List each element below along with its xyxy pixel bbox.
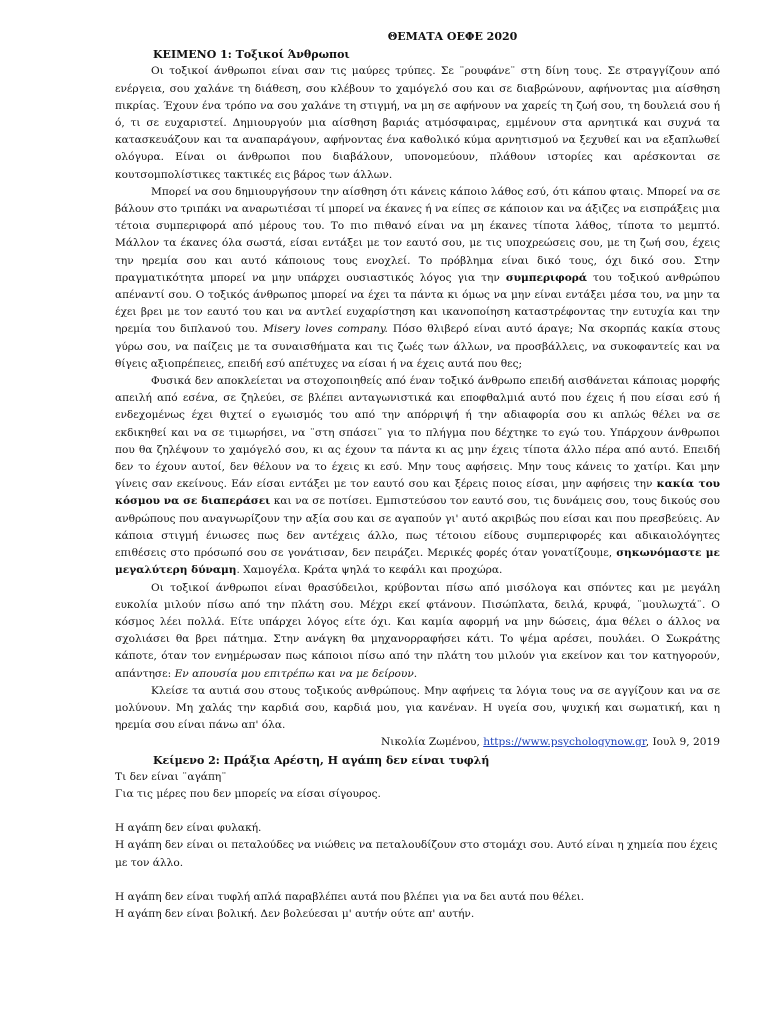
poem-line-1: Τι δεν είναι ¨αγάπη¨ — [115, 770, 227, 783]
paragraph-5: Κλείσε τα αυτιά σου στους τοξικούς ανθρώπους. Μην αφήνεις τα λόγια τους να σε αγγίζουν και να σε μολύνουν. Μη χαλάς την καρδιά σου, καρδιά μου, για κανέναν. Η υγεία σου, ψυχική και σωματική, και η ηρεμία σου είναι πάνω απ' όλα. — [115, 684, 720, 732]
paragraph-2-italic: Misery loves company. — [262, 323, 388, 336]
signature-date: , Ιουλ 9, 2019 — [645, 736, 720, 749]
paragraph-1: Οι τοξικοί άνθρωποι είναι σαν τις μαύρες τρύπες. Σε ¨ρουφάνε¨ στη δίνη τους. Σε στραγγίζουν από ενέργεια, σου χαλάνε τη διάθεση, σου κλέβουν το χαμόγελό σου και σε διαβρώνουν, αφήνοντας μια αίσθηση πικρίας. Έχουν ένα τρόπο να σου χαλάνε τη στιγμή, να μη σε αφήνουν να χαρείς τη ζωή σου, τη δουλειά σου ή ό, τι σε ευχαριστεί. Δημιουργούν μια αίσθηση βαριάς ατμόσφαιρας, εμμένουν στα αρνητικά και συχνά τα κατασκευάζουν και τα αναπαράγουν, αφήνοντας ένα καθολικό κύμα αρνητισμού να ξεχυθεί και να εξαπλωθεί ολόγυρα. Είναι οι άνθρωποι που διαβάλουν, υπονομεύουν, πλάθουν ιστορίες και αρέσκονται σε κουτσομπολίστικες τακτικές εις βάρος των άλλων. — [115, 65, 720, 181]
paragraph-3 — [115, 373, 720, 579]
paragraph-4 — [115, 580, 720, 683]
paragraph-3-bold-1: κακία του κόσμου να σε διαπεράσει — [115, 478, 721, 508]
paragraph-2 — [115, 184, 720, 373]
paragraph-3-bold-2: σηκωνόμαστε με μεγαλύτερη δύναμη — [115, 547, 720, 577]
paragraph-4-italic: Εν απουσία μου επιτρέπω και να με δείρουν. — [174, 667, 418, 680]
paragraph-2-part-a: Μπορεί να σου δημιουργήσουν την αίσθηση ότι κάνεις κάποιο λάθος εσύ, ότι κάπου φταις. Μπορεί να σε βάλουν στο τριπάκι να αναρωτιέσαι τί μπορεί να έκανες ή να είπες σε κάποιον και να άξιζες να εισπράξεις μια τέτοια συμπεριφορά από μέρους του. Το πιο πιθανό είναι να μη έκανες τίποτα λάθος, τίποτα το μεμπτό. Μάλλον τα έκανες όλα σωστά, είσαι εντάξει με τον εαυτό σου, με τις υποχρεώσεις σου, με τη ζωή σου, έχεις την ηρεμία σου και αυτό κάποιους τους ενοχλεί. Το πρόβλημα είναι δικό τους, όχι δικό σου. Στην πραγματικότητα μπορεί να μην υπάρχει ουσιαστικός λόγος για την — [115, 185, 720, 284]
document-title: ΘΕΜΑΤΑ ΟΕΦΕ 2020 — [387, 30, 518, 43]
paragraph-2-part-b: του τοξικού ανθρώπου απέναντί σου. Ο τοξικός άνθρωπος μπορεί να έχει τα πάντα κι όμως να μην είναι εντάξει μέσα του, να μην τα έχει βρει με τον εαυτό του και να αντλεί ευχαρίστηση και ικανοποίηση καταστρέφοντας την ευτυχία και την ηρεμία του διπλανού του. — [115, 271, 720, 336]
paragraph-2-part-c: Πόσο θλιβερό είναι αυτό άραγε; Να σκορπάς κακία στους γύρω σου, να παίζεις με τα συναισθήματα και τις ζωές των άλλων, να προσβάλλεις, να συκοφαντείς και να θίγεις αξιοπρέπειες, επειδή εσύ απέτυχες να είσαι ή να έχεις αυτά που θες; — [115, 323, 721, 370]
paragraph-2-bold: συμπεριφορά — [505, 271, 587, 284]
poem-gap — [115, 872, 720, 889]
text2-heading: Κείμενο 2: Πράξια Αρέστη, Η αγάπη δεν είναι τυφλή — [153, 753, 490, 767]
source-link[interactable]: https://www.psychologynow.gr — [483, 736, 646, 749]
paragraph-3-part-a: Φυσικά δεν αποκλείεται να στοχοποιηθείς από έναν τοξικό άνθρωπο επειδή αισθάνεται κάποιας μορφής απειλή από εσένα, σε ζηλεύει, σε βλέπει ανταγωνιστικά και εποφθαλμιά αυτό που έχεις ή που είσαι εσύ ή ενδεχομένως έχει θιχτεί ο εγωισμός του από την απόρριψή ή την αδιαφορία σου κι απλώς θέλει να σε εκδικηθεί και να σε τιμωρήσει, να ¨στη σπάσει¨ για το πλήγμα που δέχτηκε το εγώ του. Υπάρχουν άνθρωποι που θα ζηλέψουν το χαμόγελό σου, κι ας έχουν τα πάντα κι ας μην έχεις τίποτα άλλο πέρα από αυτό. Επειδή δεν το έχουν αυτοί, δεν θέλουν να το έχεις κι εσύ. Μην τους αφήσεις. Μην τους κάνεις το χατίρι. Και μην γίνεις σαν εκείνους. Εάν είσαι εντάξει με τον εαυτό σου και ξέρεις ποιος είσαι, μην αφήσεις την — [115, 375, 720, 491]
poem-line-3: Η αγάπη δεν είναι φυλακή. — [115, 822, 262, 835]
paragraph-3-part-b: και να σε ποτίσει. Εμπιστεύσου τον εαυτό σου, τις δυνάμεις σου, τους δικούς σου ανθρώπους που αναγνωρίζουν την αξία σου και σε αγαπούν γι' αυτό ακριβώς που είσαι και που πρεσβεύεις. Αν κάποια στιγμή ένιωσες πως δεν αντέχεις άλλο, πως τέτοιου είδους συμπεριφορές και αδικαιολόγητες επιθέσεις στο πρόσωπό σου σε γονάτισαν, δεν πειράζει. Μερικές φορές όταν γονατίζουμε, — [115, 495, 721, 560]
signature — [115, 734, 720, 751]
signature-author: Νικολία Ζωμένου, — [381, 736, 484, 749]
text1-heading: ΚΕΙΜΕΝΟ 1: Τοξικοί Άνθρωποι — [153, 48, 350, 62]
poem — [115, 769, 720, 923]
poem-line-2: Για τις μέρες που δεν μπορείς να είσαι σίγουρος. — [115, 787, 381, 800]
paragraph-3-part-c: . Χαμογέλα. Κράτα ψηλά το κεφάλι και προχώρα. — [236, 564, 503, 577]
poem-line-6: Η αγάπη δεν είναι βολική. Δεν βολεύεσαι μ' αυτήν ούτε απ' αυτήν. — [115, 907, 475, 920]
poem-line-4: Η αγάπη δεν είναι οι πεταλούδες να νιώθεις να πεταλουδίζουν στο στομάχι σου. Αυτό είναι η χημεία που έχεις με τον άλλο. — [115, 839, 718, 869]
poem-line-5: Η αγάπη δεν είναι τυφλή απλά παραβλέπει αυτά που βλέπει για να δει αυτά που θέλει. — [115, 890, 585, 903]
paragraph-4-part-a: Οι τοξικοί άνθρωποι είναι θρασύδειλοι, κρύβονται πίσω από μισόλογα και σπόντες και με μεγάλη ευκολία μιλούν πίσω από την πλάτη σου. Μέχρι εκεί φτάνουν. Πισώπλατα, δειλά, κρυφά, ¨μουλωχτά¨. Ο κόσμος λέει πολλά. Είτε υπάρχει λόγος είτε όχι. Και καμία αφορμή να μην δώσεις, άμα θέλει ο άλλος να σχολιάσει θα βρει πάτημα. Στην ανάγκη θα μηχανορραφήσει κάτι. Το ψέμα αρέσει, πουλάει. Ο Σωκράτης κάποτε, όταν τον ενημέρωσαν πως κάποιοι πίσω από την πλάτη του μιλούν για εκείνον και τον κατηγορούν, απάντησε: — [115, 581, 720, 680]
poem-gap — [115, 803, 720, 820]
